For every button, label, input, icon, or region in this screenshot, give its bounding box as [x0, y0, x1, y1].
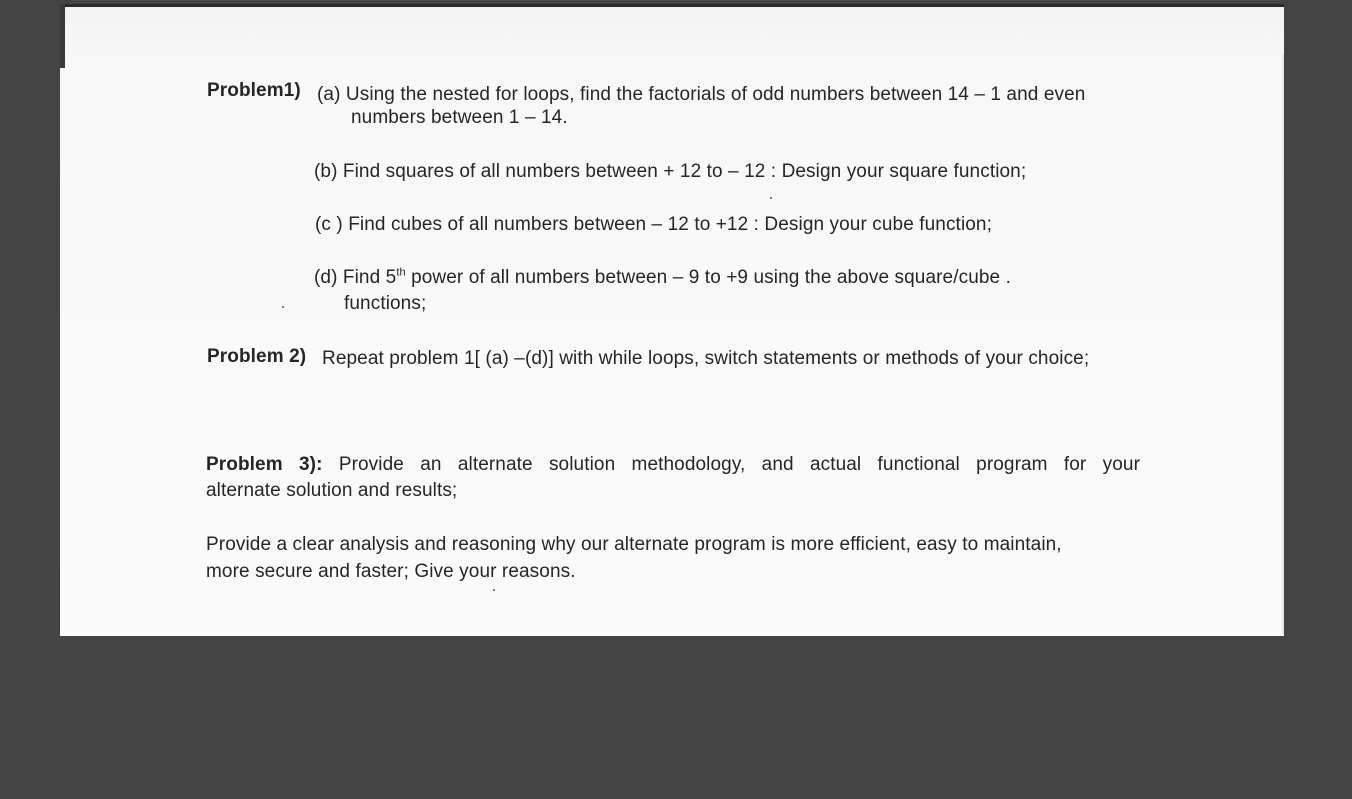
page-top-edge: [60, 4, 1284, 7]
scan-speck: [493, 589, 495, 591]
scan-speck: [282, 306, 284, 308]
problem2-heading: Problem 2): [207, 346, 307, 367]
problem1-part-d-line1: [314, 267, 1011, 289]
problem3-line2: alternate solution and results;: [206, 480, 458, 501]
problem1-part-a-line2: numbers between 1 – 14.: [351, 107, 568, 128]
problem1-part-c: (c ) Find cubes of all numbers between – 12 to +12 : Design your cube function;: [315, 214, 992, 235]
problem2-text: Repeat problem 1[ (a) –(d)] with while loops, switch statements or methods of your choice;: [322, 348, 1090, 369]
problem3-text-line1: Provide an alternate solution methodology, and actual functional program for your: [338, 454, 1140, 475]
part-d-superscript: th: [396, 266, 406, 279]
part-d-suffix: power of all numbers between – 9 to +9 using the above square/cube .: [405, 267, 1011, 288]
problem1-part-a-line1: (a) Using the nested for loops, find the factorials of odd numbers between 14 – 1 and even: [317, 84, 1086, 105]
page-right-edge: [1282, 54, 1284, 634]
problem1-part-b: (b) Find squares of all numbers between + 12 to – 12 : Design your square function;: [314, 161, 1027, 182]
problem3-heading: Problem 3):: [206, 454, 323, 475]
part-d-prefix: (d) Find 5: [314, 267, 397, 288]
problem1-part-d-line2: functions;: [344, 293, 427, 314]
scan-speck: [770, 197, 772, 199]
analysis-line1: Provide a clear analysis and reasoning why our alternate program is more efficient, easy to maintain,: [206, 534, 1062, 555]
analysis-line2: more secure and faster; Give your reasons.: [206, 561, 576, 582]
problem3-line1: [206, 454, 1140, 476]
page-left-edge: [60, 4, 65, 68]
document-page: [60, 4, 1284, 636]
problem1-heading: Problem1): [207, 80, 301, 101]
